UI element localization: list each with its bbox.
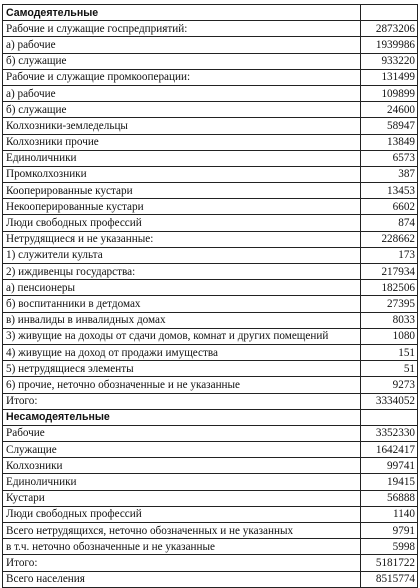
row-value: 151	[361, 344, 418, 360]
table-row	[3, 393, 418, 409]
row-value: 56888	[361, 490, 418, 506]
row-value: 5998	[361, 539, 418, 555]
row-label: б) служащие	[3, 102, 361, 118]
row-value: 217934	[361, 264, 418, 280]
row-label: Кустари	[3, 490, 361, 506]
row-label: Колхозники-земледельцы	[3, 118, 361, 134]
row-label: Нетрудящиеся и не указанные:	[3, 231, 361, 247]
row-value: 173	[361, 247, 418, 263]
row-value: 3352330	[361, 425, 418, 441]
row-label: Люди свободных профессий	[3, 506, 361, 522]
row-label: в) инвалиды в инвалидных домах	[3, 312, 361, 328]
section-heading-value-cell	[361, 409, 418, 425]
row-value: 8515774	[361, 571, 418, 587]
table-row	[3, 523, 418, 539]
row-value: 182506	[361, 280, 418, 296]
row-value: 24600	[361, 102, 418, 118]
row-value: 99741	[361, 458, 418, 474]
row-value: 1140	[361, 506, 418, 522]
table-row	[3, 118, 418, 134]
table-row	[3, 328, 418, 344]
population-table	[2, 4, 418, 588]
table-row	[3, 134, 418, 150]
table-row	[3, 344, 418, 360]
row-label: Итого:	[3, 393, 361, 409]
row-value: 2873206	[361, 21, 418, 37]
row-label: Кооперированные кустари	[3, 183, 361, 199]
row-value: 8033	[361, 312, 418, 328]
row-value: 228662	[361, 231, 418, 247]
row-label: Рабочие и служащие промкооперации:	[3, 69, 361, 85]
table-row	[3, 280, 418, 296]
row-label: б) служащие	[3, 53, 361, 69]
row-label: 3) живущие на доходы от сдачи домов, комнат и других помещений	[3, 328, 361, 344]
row-value: 9273	[361, 377, 418, 393]
row-value: 131499	[361, 69, 418, 85]
row-label: Некооперированные кустари	[3, 199, 361, 215]
section-heading-row	[3, 409, 418, 425]
row-value: 3334052	[361, 393, 418, 409]
row-value: 13453	[361, 183, 418, 199]
row-label: Всего населения	[3, 571, 361, 587]
row-label: Колхозники прочие	[3, 134, 361, 150]
table-row	[3, 53, 418, 69]
table-row	[3, 555, 418, 571]
row-label: Рабочие	[3, 425, 361, 441]
row-label: 6) прочие, неточно обозначенные и не указанные	[3, 377, 361, 393]
table-row	[3, 506, 418, 522]
table-row	[3, 183, 418, 199]
row-value: 51	[361, 361, 418, 377]
table-row	[3, 37, 418, 53]
table-row	[3, 150, 418, 166]
row-label: Единоличники	[3, 474, 361, 490]
row-value: 1642417	[361, 442, 418, 458]
table-row	[3, 474, 418, 490]
row-label: Рабочие и служащие госпредприятий:	[3, 21, 361, 37]
table-row	[3, 490, 418, 506]
section-heading: Несамодеятельные	[3, 409, 361, 425]
table-row	[3, 458, 418, 474]
section-heading: Самодеятельные	[3, 5, 361, 21]
row-label: в т.ч. неточно обозначенные и не указанные	[3, 539, 361, 555]
table-row	[3, 377, 418, 393]
table-row	[3, 215, 418, 231]
table-row	[3, 539, 418, 555]
table-row	[3, 425, 418, 441]
table-row	[3, 296, 418, 312]
row-value: 13849	[361, 134, 418, 150]
table-row	[3, 85, 418, 101]
row-value: 58947	[361, 118, 418, 134]
section-heading-row	[3, 5, 418, 21]
row-value: 19415	[361, 474, 418, 490]
row-value: 109899	[361, 85, 418, 101]
row-label: б) воспитанники в детдомах	[3, 296, 361, 312]
table-body	[3, 5, 418, 588]
row-value: 6573	[361, 150, 418, 166]
section-heading-value-cell	[361, 5, 418, 21]
table-row	[3, 571, 418, 587]
row-label: Служащие	[3, 442, 361, 458]
row-label: 5) нетрудящиеся элементы	[3, 361, 361, 377]
row-value: 1080	[361, 328, 418, 344]
table-row	[3, 166, 418, 182]
table-row	[3, 264, 418, 280]
table-row	[3, 312, 418, 328]
table-row	[3, 199, 418, 215]
row-label: а) рабочие	[3, 37, 361, 53]
row-label: а) пенсионеры	[3, 280, 361, 296]
row-label: Колхозники	[3, 458, 361, 474]
row-label: 2) иждивенцы государства:	[3, 264, 361, 280]
table-row	[3, 102, 418, 118]
row-label: Итого:	[3, 555, 361, 571]
table-row	[3, 21, 418, 37]
table-row	[3, 361, 418, 377]
row-value: 5181722	[361, 555, 418, 571]
table-row	[3, 247, 418, 263]
row-value: 874	[361, 215, 418, 231]
row-label: а) рабочие	[3, 85, 361, 101]
row-value: 27395	[361, 296, 418, 312]
row-label: Всего нетрудящихся, неточно обозначенных и не указанных	[3, 523, 361, 539]
row-label: 1) служители культа	[3, 247, 361, 263]
row-label: Люди свободных профессий	[3, 215, 361, 231]
row-value: 6602	[361, 199, 418, 215]
row-value: 9791	[361, 523, 418, 539]
row-value: 387	[361, 166, 418, 182]
table-row	[3, 69, 418, 85]
table-row	[3, 442, 418, 458]
row-label: Единоличники	[3, 150, 361, 166]
row-value: 1939986	[361, 37, 418, 53]
row-label: 4) живущие на доход от продажи имущества	[3, 344, 361, 360]
table-row	[3, 231, 418, 247]
row-value: 933220	[361, 53, 418, 69]
row-label: Промколхозники	[3, 166, 361, 182]
